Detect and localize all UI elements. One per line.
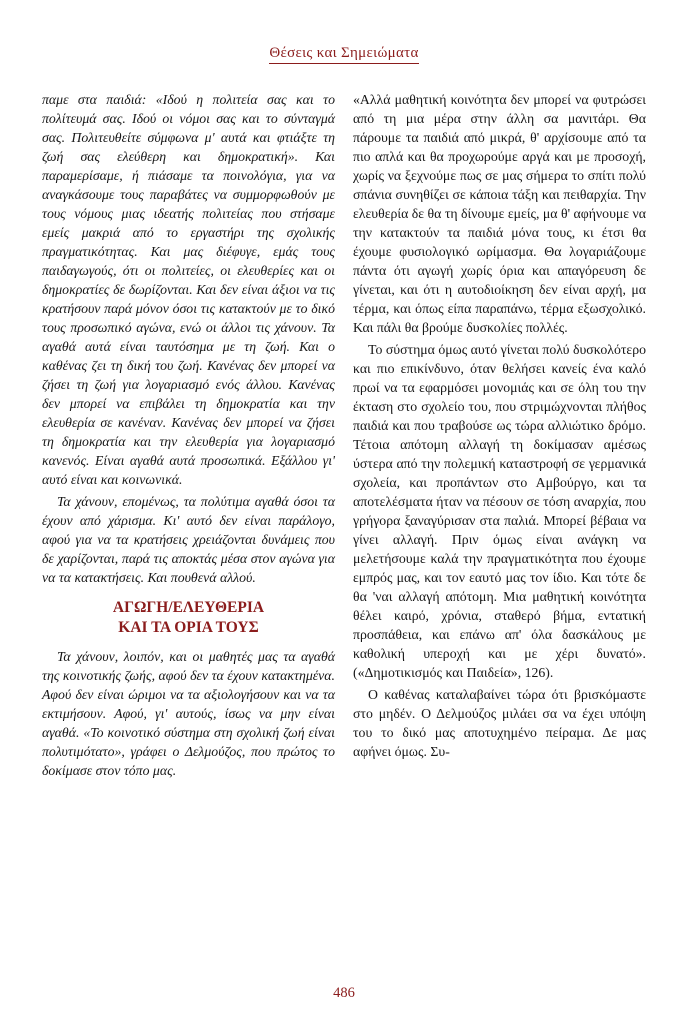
section-heading: [42, 598, 335, 638]
paragraph: Ο καθένας καταλαβαίνει τώρα ότι βρισκόμαστε στο μηδέν. Ο Δελμούζος μιλάει σα να έχει υπόψη του το δικό μας αποτυχημένο πείραμα. Δε μας αφήνει όμως. Συ-: [353, 687, 646, 759]
paragraph: Τα χάνουν, λοιπόν, και οι μαθητές μας τα αγαθά της κοινοτικής ζωής, αφού δεν τα έχουν κατακτημένα. Αφού δεν είναι ώριμοι να τα αξιολογήσουν και να τα εκτιμήσουν. Αφού, γι' αυτούς, ίσως να μην είναι αγαθά. «Το κοινοτικό σύστημα στη σχολική ζωή είναι πολυτιμότατο», γράφει ο Δελμούζος, που πρώτος το δοκίμασε στον τόπο μας.: [42, 649, 335, 779]
running-header-row: [42, 44, 646, 64]
paragraph: παμε στα παιδιά: «Ιδού η πολιτεία σας και το πολίτευμά σας. Ιδού οι νόμοι σας και το σύνταγμά σας. Πολιτευθείτε σύμφωνα μ' αυτά και φτιάξτε τη ζωή σας ελεύθερη και δημοκρατική». Και παραμερίσαμε, ή πιάσαμε τα ποινολόγια, για να αναγκάσουμε τους παραβάτες να συμμορφωθούν με τους νόμους μιας ιδεατής πολιτείας που στήσαμε εμείς μακριά από το εργαστήρι της σχολικής πραγματικότητας. Και μας διέφυγε, εμάς τους παιδαγωγούς, ότι οι πολιτείες, οι ελευθερίες και οι δημοκρατίες δε δωρίζονται. Και δεν είναι άξιοι να τις κρατήσουν παρά μόνον όσοι τις κατακτούν με το δικό τους προσωπικό αγώνα, ενώ οι άλλοι τις χάνουν. Τα αγαθά αυτά είναι ταυτόσημα με τη ζωή. Και ο καθένας ζει τη δική του ζωή. Κανένας δεν μπορεί να ζήσει τη ζωή για λογαριασμό ενός άλλου. Κανένας δεν μπορεί να επιβάλει τη δημοκρατία και την ελευθερία σε κανέναν. Κανένας δεν μπορεί να ζήσει τη δημοκρατία και την ελευθερία για λογαριασμό κανενός. Είναι αγαθά αυτά προσωπικά. Εξάλλου γι' αυτό είναι και κοινωνικά.: [42, 92, 335, 487]
section-heading-line1: ΑΓΩΓΗ/ΕΛΕΥΘΕΡΙΑ: [112, 599, 265, 616]
section-heading-line2: ΚΑΙ ΤΑ ΟΡΙΑ ΤΟΥΣ: [118, 619, 259, 637]
page-number: 486: [333, 985, 355, 1001]
left-column: [42, 90, 335, 783]
paragraph: «Αλλά μαθητική κοινότητα δεν μπορεί να φυτρώσει από τη μια μέρα στην άλλη σα μανιτάρι. Θα πάρουμε τα παιδιά από μικρά, θ' αρχίσουμε από τα πιο απλά και θα προχωρούμε αργά και με προσοχή, χωρίς να ξεχνούμε πως σε μας σήμερα το σπίτι πολύ σπάνια συνηθίζει σε κάποια τάξη και πειθαρχία. Την ελευθερία δε θα τη δίνουμε εμείς, μα θ' αφήνουμε να την κατακτούν τα παιδιά μόνα τους, κι έτσι θα έχουμε φυσιολογικό ωρίμασμα. Θα λογαριάζουμε πάντα ότι αγωγή χωρίς όρια και απαγόρευση δε γίνεται, και ότι η αυτοδιοίκηση δεν είναι αρχή, μα τέρμα, και όπως είπα παραπάνω, τέρμα εξωσχολικό. Και πάλι θα βρούμε δυσκολίες πολλές.: [353, 92, 647, 335]
paragraph: Τα χάνουν, επομένως, τα πολύτιμα αγαθά όσοι τα έχουν από χάρισμα. Κι' αυτό δεν είναι παράλογο, αφού για να τα κρατήσεις χρειάζονται δυνάμεις που δε χαρίζονται, παρά τις αποκτάς μέσα στον αγώνα για να τα κατακτήσεις. Και πουθενά αλλού.: [42, 494, 335, 585]
running-header: Θέσεις και Σημειώματα: [269, 45, 418, 64]
paragraph: Το σύστημα όμως αυτό γίνεται πολύ δυσκολότερο και πιο επικίνδυνο, όταν θελήσει κανείς ένα καλό πρωί να τα εφαρμόσει μονομιάς και σε όλη του την έκταση στο σχολείο του, που στριμώχνονται πλήθος παιδιά και που τραβούσε ως τώρα αλλιώτικο δρόμο. Τέτοια απότομη αλλαγή τη δοκίμασαν αμέσως ύστερα από την πολεμική καταστροφή σε γερμανικά σχολεία, και προπάντων στο Αμβούργο, και τα αποτελέσματα ήταν να πέσουν σε τόση αναρχία, που γρήγορα ξαναγύρισαν στα παλιά. Μπορεί βέβαια να γίνει αλλαγή. Πριν όμως είναι ανάγκη να μελετήσουμε καλά την πραγματικότητα που έχουμε εμπρός μας, και τον εαυτό μας τον ίδιο. Και τότε δε θα 'ναι αλλαγή απότομη. Μια μαθητική κοινότητα θέλει καιρό, χρόνια, σταθερό βήμα, εντατική προσπάθεια, και επάνω απ' όλα δασκάλους με καθολική υπεροχή και με χέρι δυνατό». («Δημοτικισμός και Παιδεία», 126).: [353, 342, 646, 680]
text-columns: [42, 90, 646, 783]
right-column: [353, 90, 646, 764]
